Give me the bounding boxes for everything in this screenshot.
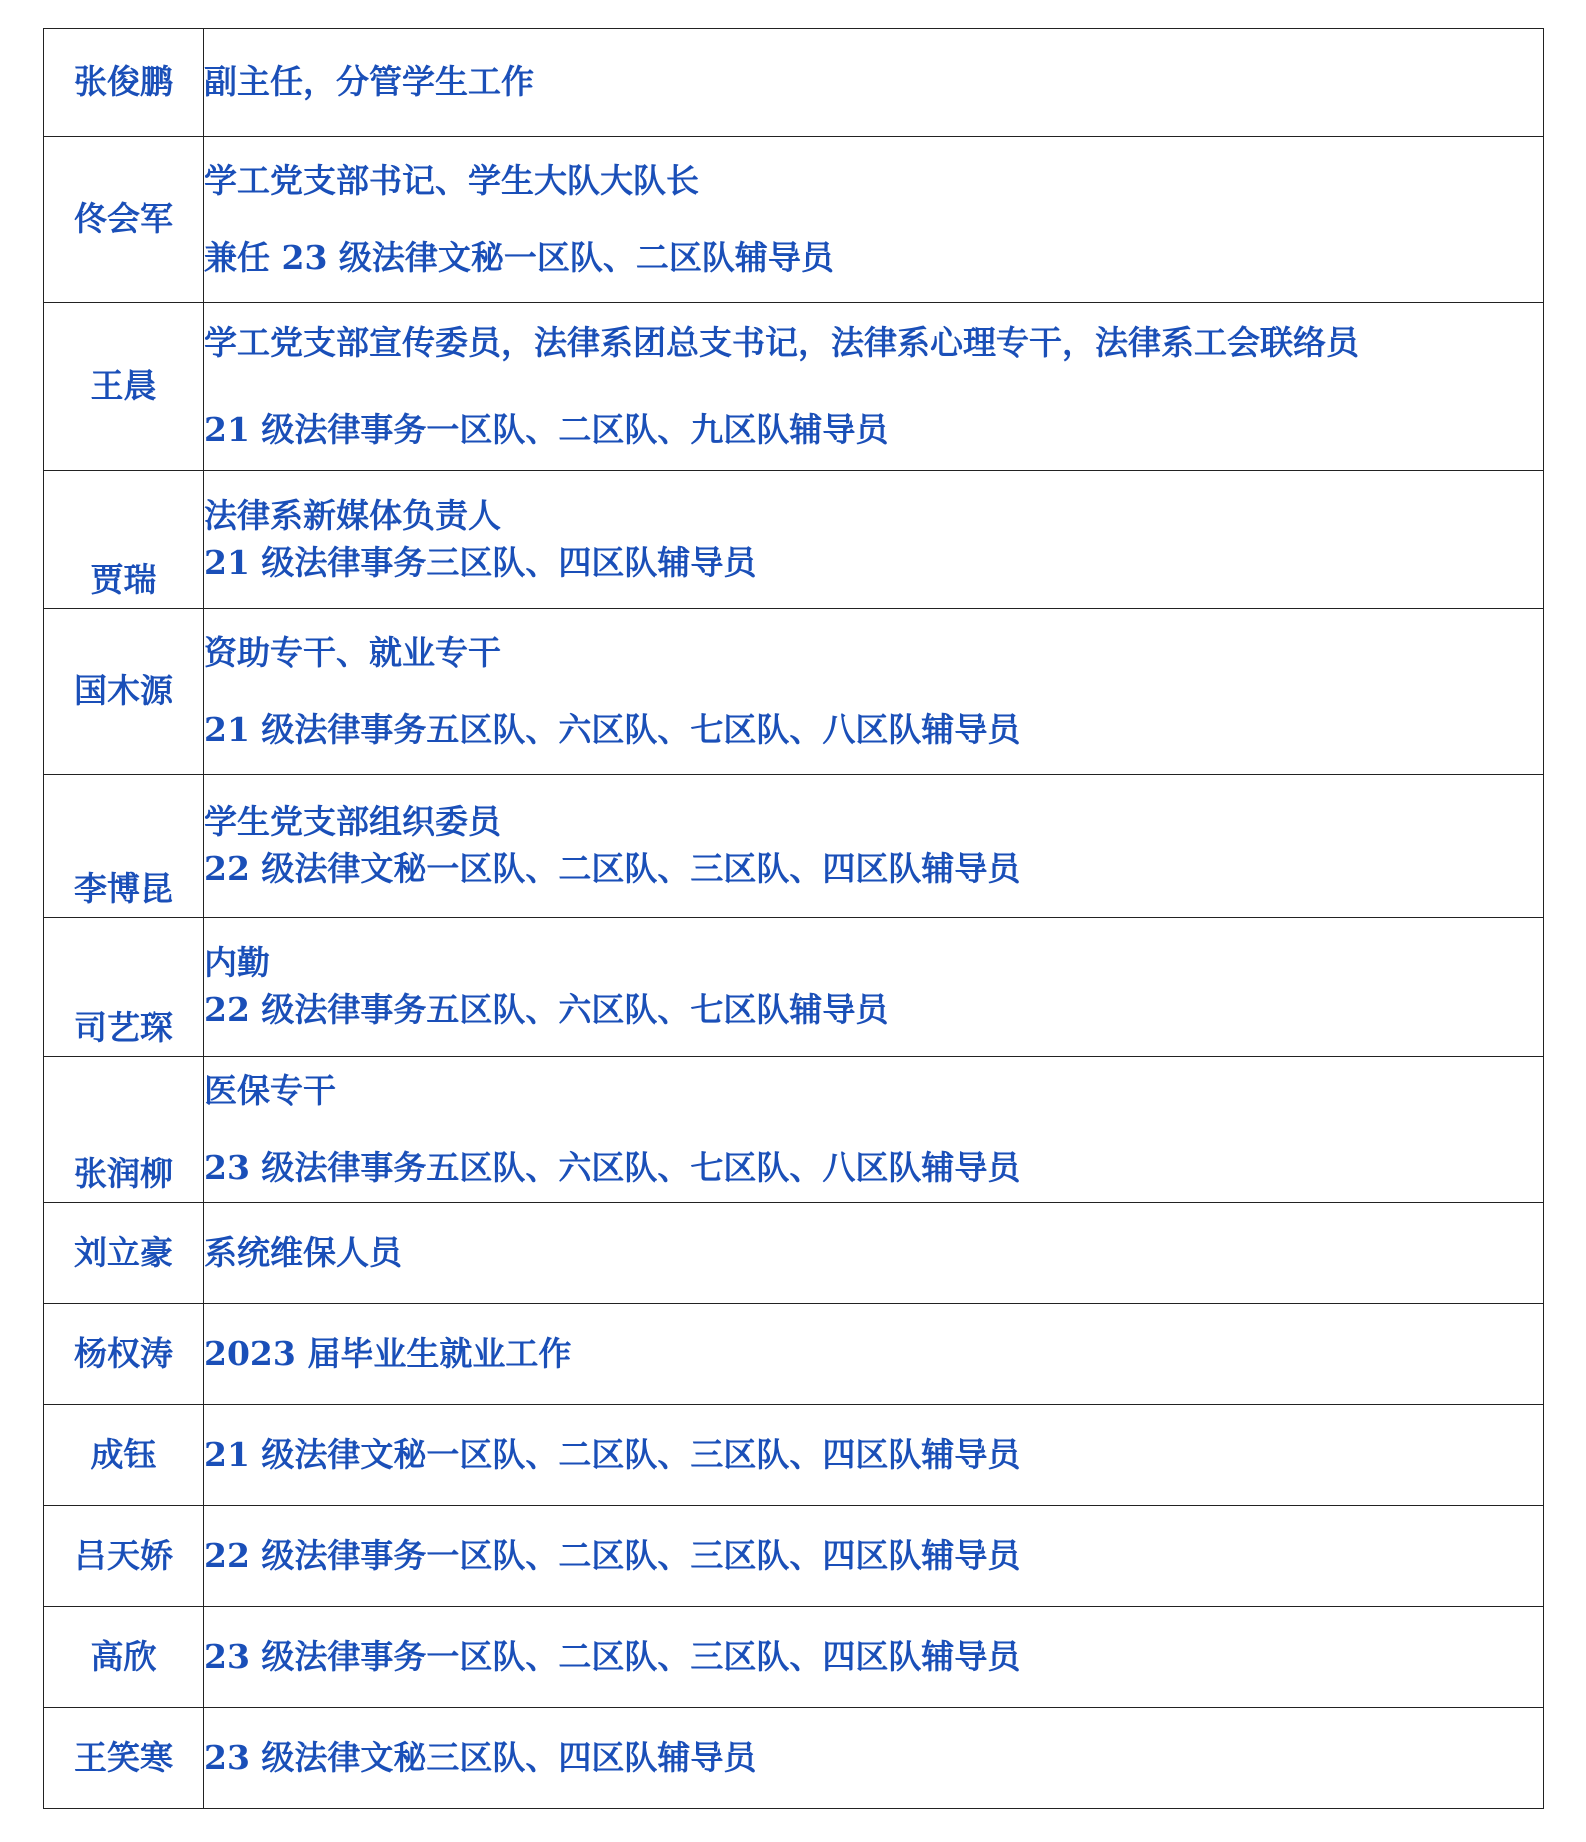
- staff-duties: [204, 1203, 1544, 1304]
- duty-line: 2023 届毕业生就业工作: [204, 1333, 572, 1373]
- duty-line: 22 级法律事务五区队、六区队、七区队辅导员: [204, 990, 889, 1029]
- staff-name: 张俊鹏: [44, 29, 204, 137]
- staff-name: 王晨: [44, 303, 204, 471]
- staff-duties: [204, 1405, 1544, 1506]
- staff-duties: [204, 137, 1544, 303]
- staff-duties: [204, 471, 1544, 609]
- table-row: [44, 137, 1544, 303]
- staff-name: 成钰: [44, 1405, 204, 1506]
- duty-line: 21 级法律事务五区队、六区队、七区队、八区队辅导员: [204, 709, 1021, 749]
- table-row: [44, 1708, 1544, 1809]
- staff-duties: [204, 1607, 1544, 1708]
- duty-line: 系统维保人员: [204, 1232, 402, 1272]
- staff-duties: [204, 775, 1544, 918]
- staff-duties: [204, 1506, 1544, 1607]
- table-row: [44, 303, 1544, 471]
- staff-name: 国木源: [44, 609, 204, 775]
- duty-line: 22 级法律文秘一区队、二区队、三区队、四区队辅导员: [204, 849, 1021, 888]
- duty-line: 21 级法律事务三区队、四区队辅导员: [204, 542, 757, 582]
- table-row: [44, 29, 1544, 137]
- staff-name: 司艺琛: [44, 918, 204, 1057]
- table-row: [44, 471, 1544, 609]
- duty-line: 学生党支部组织委员: [204, 802, 501, 842]
- staff-name: 吕天娇: [44, 1506, 204, 1607]
- table-row: [44, 775, 1544, 918]
- staff-duties: [204, 918, 1544, 1057]
- duty-line: 学工党支部宣传委员，法律系团总支书记，法律系心理专干，法律系工会联络员: [204, 322, 1359, 362]
- table-row: [44, 1203, 1544, 1304]
- staff-name: 王笑寒: [44, 1708, 204, 1809]
- duty-line: 内勤: [204, 943, 270, 983]
- duty-line: 法律系新媒体负责人: [204, 495, 501, 535]
- duty-line: 副主任，分管学生工作: [204, 62, 534, 102]
- staff-name: 李博昆: [44, 775, 204, 918]
- staff-name: 张润柳: [44, 1057, 204, 1203]
- duty-line: 医保专干: [204, 1070, 336, 1110]
- staff-duties: [204, 609, 1544, 775]
- duty-line: 资助专干、就业专干: [204, 632, 501, 672]
- staff-name: 高欣: [44, 1607, 204, 1708]
- table-row: [44, 1304, 1544, 1405]
- duty-line: 23 级法律事务一区队、二区队、三区队、四区队辅导员: [204, 1636, 1021, 1676]
- staff-duties: [204, 303, 1544, 471]
- staff-duties: [204, 1057, 1544, 1203]
- table-row: [44, 609, 1544, 775]
- duty-line: 23 级法律文秘三区队、四区队辅导员: [204, 1737, 757, 1777]
- staff-name: 佟会军: [44, 137, 204, 303]
- duty-line: 23 级法律事务五区队、六区队、七区队、八区队辅导员: [204, 1147, 1021, 1187]
- duty-line: 22 级法律事务一区队、二区队、三区队、四区队辅导员: [204, 1535, 1021, 1575]
- table-row: [44, 1057, 1544, 1203]
- staff-name: 刘立豪: [44, 1203, 204, 1304]
- staff-duties: [204, 1708, 1544, 1809]
- duty-line: 兼任 23 级法律文秘一区队、二区队辅导员: [204, 237, 834, 277]
- table-row: [44, 1506, 1544, 1607]
- staff-name: 杨权涛: [44, 1304, 204, 1405]
- table-row: [44, 1405, 1544, 1506]
- staff-name: 贾瑞: [44, 471, 204, 609]
- table-row: [44, 918, 1544, 1057]
- staff-duties: [204, 29, 1544, 137]
- staff-duty-table: [43, 28, 1544, 1809]
- table-row: [44, 1607, 1544, 1708]
- duty-line: 21 级法律文秘一区队、二区队、三区队、四区队辅导员: [204, 1434, 1021, 1474]
- duty-line: 21 级法律事务一区队、二区队、九区队辅导员: [204, 409, 889, 449]
- staff-duties: [204, 1304, 1544, 1405]
- duty-line: 学工党支部书记、学生大队大队长: [204, 160, 699, 200]
